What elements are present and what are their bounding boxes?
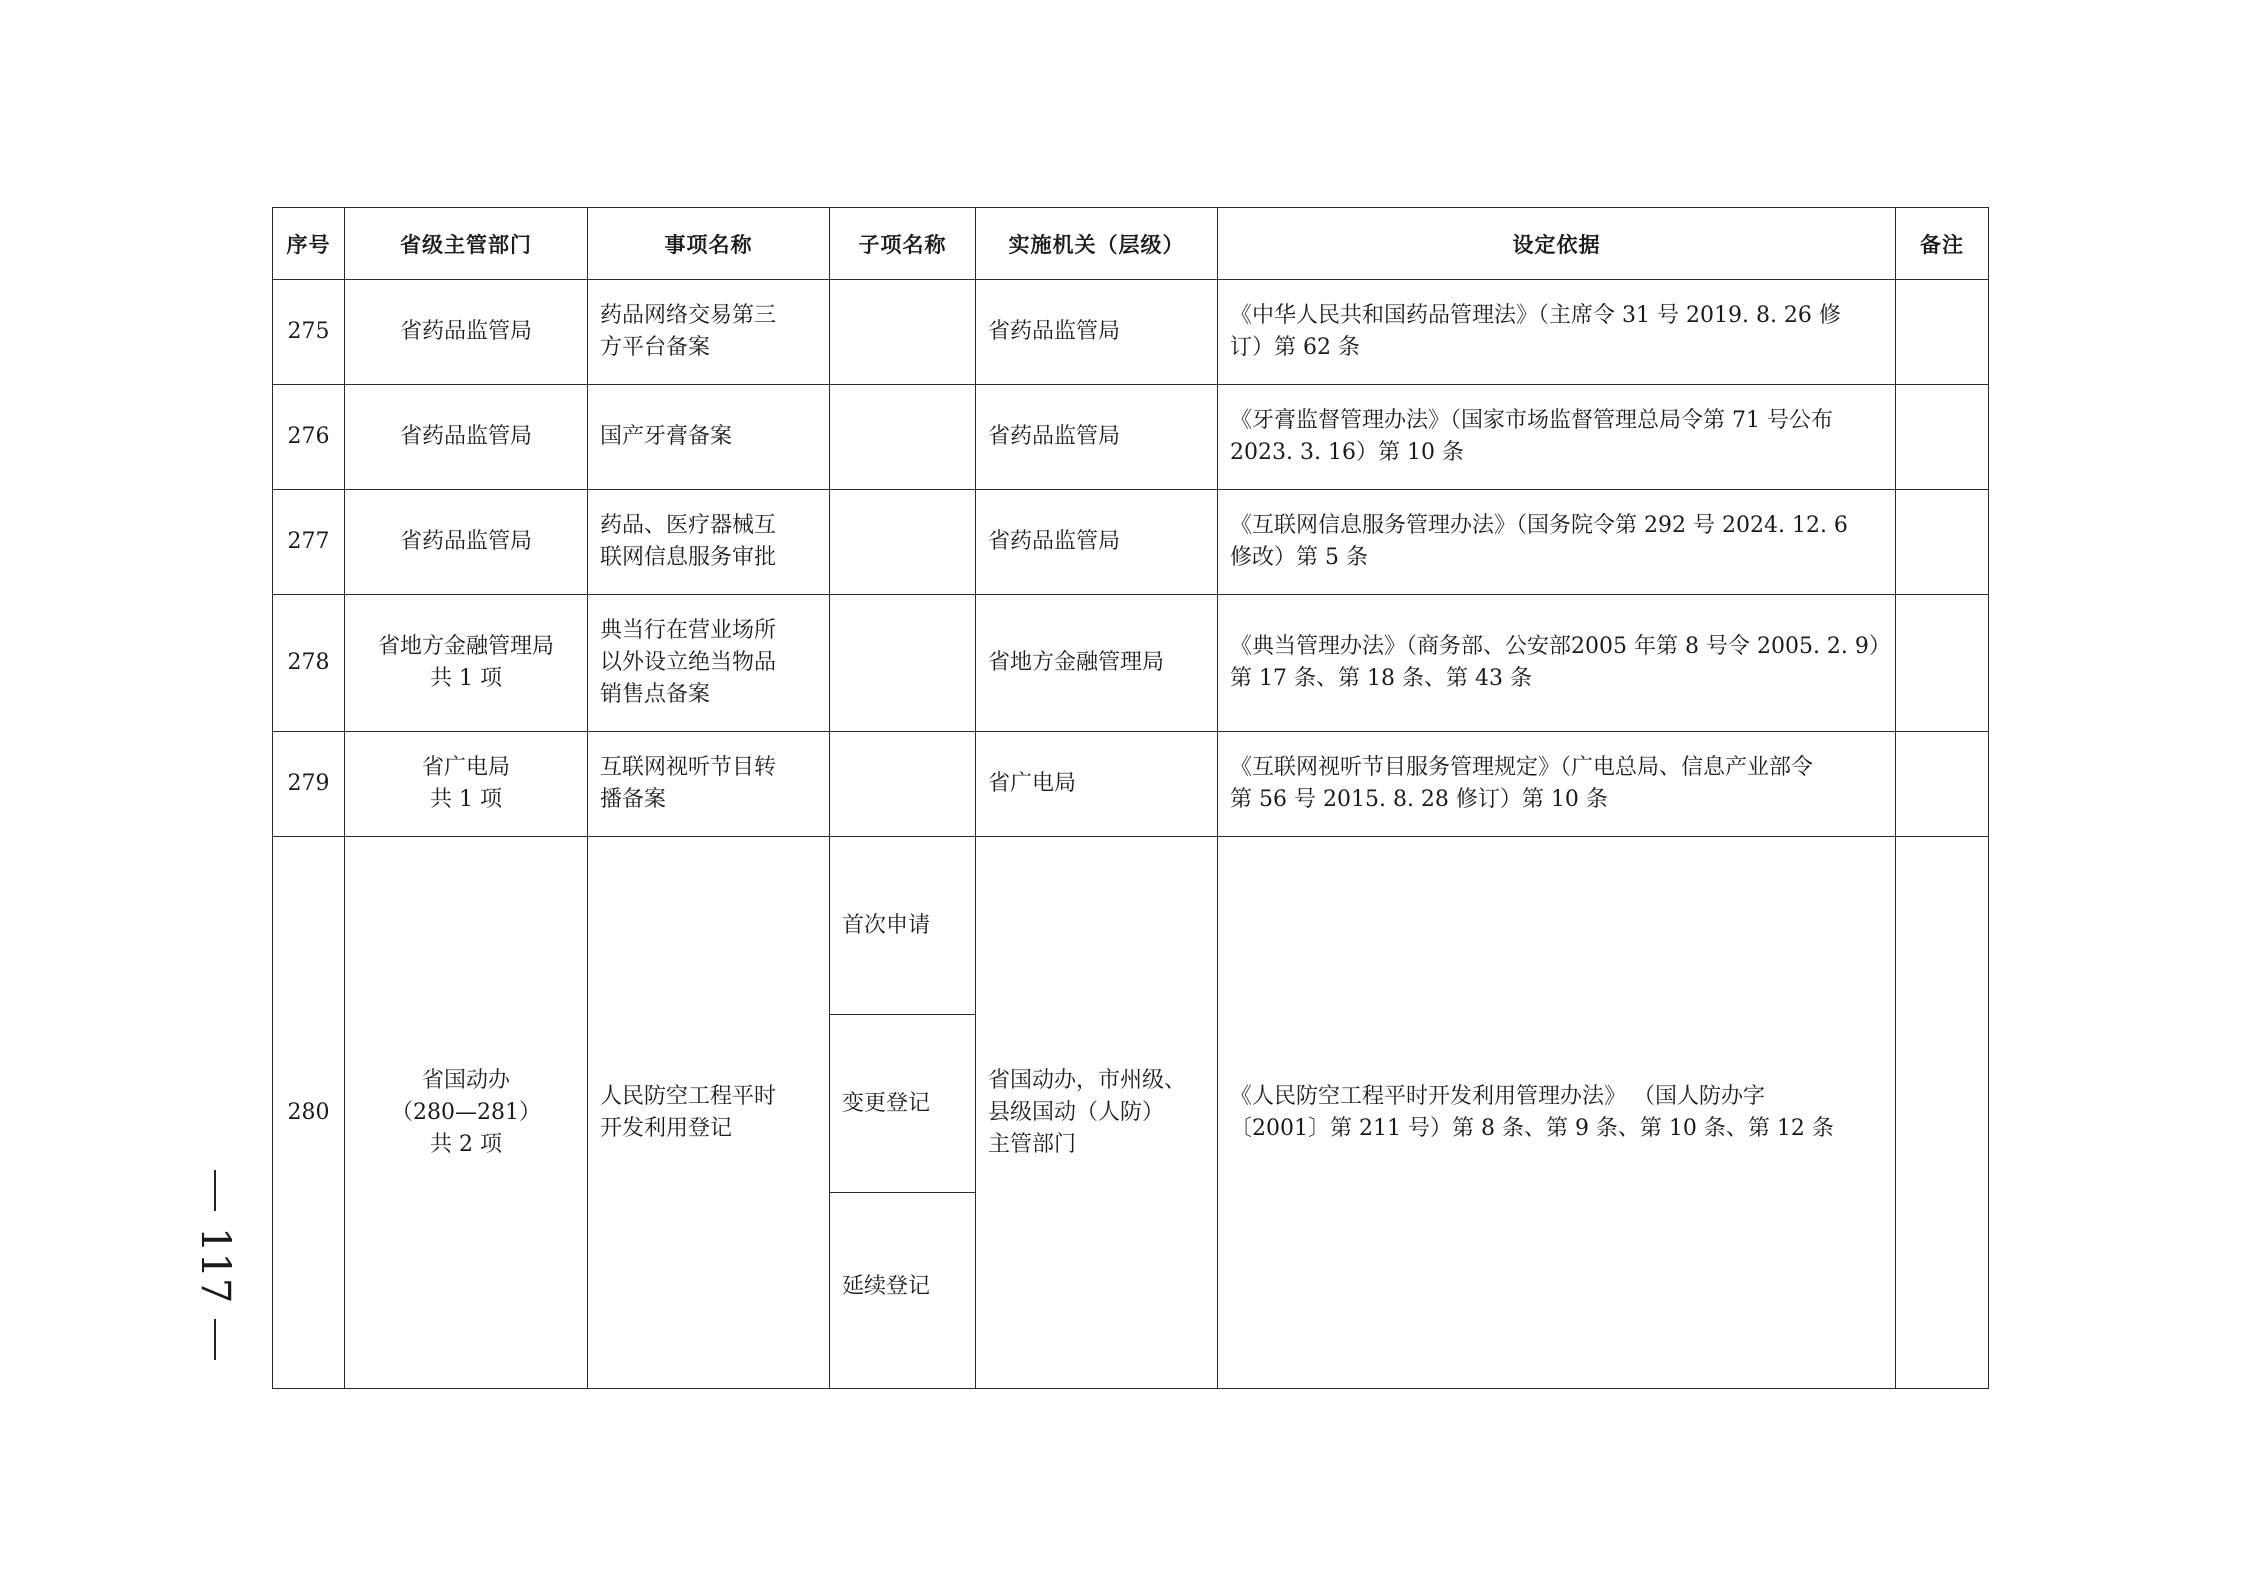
cell-dept: 省药品监管局 (345, 280, 588, 385)
cell-dept: 省广电局 共 1 项 (345, 732, 588, 837)
cell-sub (830, 385, 976, 490)
cell-sub-renewal-registration: 延续登记 (830, 1193, 976, 1389)
cell-basis: 《人民防空工程平时开发利用管理办法》 （国人防办字 〔2001〕第 211 号）第 8 条、第 9 条、第 10 条、第 12 条 (1218, 837, 1896, 1389)
approval-items-table (272, 207, 1989, 1389)
header-dept: 省级主管部门 (345, 208, 588, 280)
cell-seq: 277 (273, 490, 345, 595)
cell-remark (1896, 595, 1989, 732)
page-number (185, 1170, 245, 1360)
table-header-row (273, 208, 1989, 280)
header-agency: 实施机关（层级） (976, 208, 1218, 280)
cell-dept: 省国动办 （280—281） 共 2 项 (345, 837, 588, 1389)
header-item: 事项名称 (588, 208, 830, 280)
table-row (273, 595, 1989, 732)
cell-seq: 278 (273, 595, 345, 732)
cell-sub (830, 595, 976, 732)
cell-agency: 省广电局 (976, 732, 1218, 837)
page-number-value: 117 (192, 1226, 238, 1304)
cell-seq: 280 (273, 837, 345, 1389)
cell-sub (830, 490, 976, 595)
cell-remark (1896, 490, 1989, 595)
table-row (273, 732, 1989, 837)
cell-agency: 省药品监管局 (976, 385, 1218, 490)
table-row (273, 385, 1989, 490)
cell-sub (830, 280, 976, 385)
cell-seq: 279 (273, 732, 345, 837)
cell-item: 药品、医疗器械互 联网信息服务审批 (588, 490, 830, 595)
page-number-dash-top (214, 1170, 216, 1211)
cell-agency: 省药品监管局 (976, 490, 1218, 595)
cell-sub (830, 732, 976, 837)
table-row (273, 280, 1989, 385)
header-sub: 子项名称 (830, 208, 976, 280)
cell-remark (1896, 732, 1989, 837)
cell-basis: 《互联网信息服务管理办法》（国务院令第 292 号 2024. 12. 6 修改）第 5 条 (1218, 490, 1896, 595)
cell-dept: 省地方金融管理局 共 1 项 (345, 595, 588, 732)
cell-remark (1896, 385, 1989, 490)
cell-agency: 省地方金融管理局 (976, 595, 1218, 732)
cell-agency: 省国动办，市州级、 县级国动（人防） 主管部门 (976, 837, 1218, 1389)
cell-remark (1896, 280, 1989, 385)
cell-dept: 省药品监管局 (345, 385, 588, 490)
cell-item: 人民防空工程平时 开发利用登记 (588, 837, 830, 1389)
header-basis: 设定依据 (1218, 208, 1896, 280)
cell-remark (1896, 837, 1989, 1389)
cell-basis: 《牙膏监督管理办法》（国家市场监督管理总局令第 71 号公布 2023. 3. 16）第 10 条 (1218, 385, 1896, 490)
cell-dept: 省药品监管局 (345, 490, 588, 595)
table-row (273, 837, 1989, 1015)
page-number-dash-bottom (214, 1319, 216, 1360)
cell-basis: 《中华人民共和国药品管理法》（主席令 31 号 2019. 8. 26 修 订）第 62 条 (1218, 280, 1896, 385)
table-row (273, 490, 1989, 595)
header-seq: 序号 (273, 208, 345, 280)
header-remark: 备注 (1896, 208, 1989, 280)
cell-item: 典当行在营业场所 以外设立绝当物品 销售点备案 (588, 595, 830, 732)
cell-agency: 省药品监管局 (976, 280, 1218, 385)
cell-item: 药品网络交易第三 方平台备案 (588, 280, 830, 385)
cell-sub-first-application: 首次申请 (830, 837, 976, 1015)
cell-seq: 275 (273, 280, 345, 385)
cell-item: 互联网视听节目转 播备案 (588, 732, 830, 837)
cell-basis: 《典当管理办法》（商务部、公安部2005 年第 8 号令 2005. 2. 9） 第 17 条、第 18 条、第 43 条 (1218, 595, 1896, 732)
cell-basis: 《互联网视听节目服务管理规定》（广电总局、信息产业部令 第 56 号 2015. 8. 28 修订）第 10 条 (1218, 732, 1896, 837)
cell-seq: 276 (273, 385, 345, 490)
cell-sub-change-registration: 变更登记 (830, 1015, 976, 1193)
cell-item: 国产牙膏备案 (588, 385, 830, 490)
